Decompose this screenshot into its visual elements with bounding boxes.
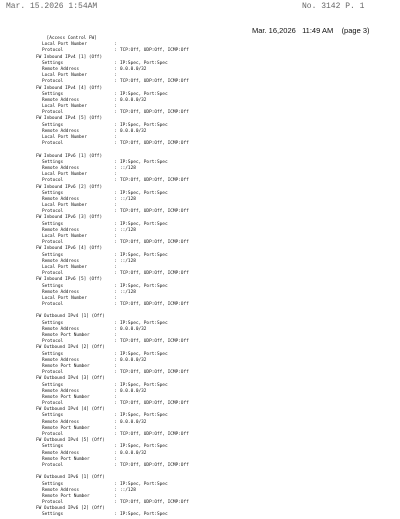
setting-label: Remote Address (42, 326, 80, 332)
setting-colon: : (114, 487, 117, 493)
setting-colon: : (114, 91, 117, 97)
rule-group-title-text: FW Inbound IPv6 [5] (Off) (36, 277, 103, 283)
setting-label: Protocol (42, 141, 64, 147)
setting-colon: : (114, 110, 117, 116)
setting-label: Local Port Number (42, 264, 87, 270)
setting-colon: : (114, 60, 117, 66)
setting-value: TCP:Off, UDP:Off, ICMP:Off (120, 141, 189, 147)
setting-label: Remote Address (42, 165, 80, 171)
setting-colon: : (114, 104, 117, 110)
setting-colon: : (114, 512, 117, 518)
setting-label: Remote Address (42, 258, 80, 264)
setting-colon: : (114, 382, 117, 388)
setting-value: ::/128 (120, 258, 136, 264)
setting-label: Settings (42, 481, 64, 487)
setting-colon: : (114, 432, 117, 437)
setting-label: Remote Port Number (42, 425, 90, 431)
rule-group-title-text: FW Outbound IPv6 [2] (Off) (36, 506, 105, 512)
section-title-text: [Access Control FW] (46, 36, 97, 41)
setting-value: 0.0.0.0/32 (120, 66, 147, 72)
setting-value: IP:Spec, Port:Spec (120, 122, 168, 128)
setting-colon: : (114, 413, 117, 419)
setting-label: Remote Port Number (42, 493, 90, 499)
setting-label: Remote Address (42, 196, 80, 202)
setting-label: Protocol (42, 401, 64, 407)
setting-colon: : (114, 283, 117, 289)
setting-value: 0.0.0.0/32 (120, 128, 147, 134)
setting-label: Protocol (42, 240, 64, 246)
setting-label: Protocol (42, 302, 64, 308)
setting-colon: : (114, 209, 117, 215)
setting-label: Settings (42, 60, 64, 66)
setting-label: Settings (42, 382, 64, 388)
setting-label: Local Port Number (42, 73, 87, 79)
setting-colon: : (114, 48, 117, 54)
setting-colon: : (114, 227, 117, 233)
setting-value: 0.0.0.0/32 (120, 357, 147, 363)
setting-colon: : (114, 419, 117, 425)
setting-label: Protocol (42, 178, 64, 184)
setting-label: Protocol (42, 209, 64, 215)
setting-value: ::/128 (120, 227, 136, 233)
setting-label: Protocol (42, 462, 64, 468)
setting-value: TCP:Off, UDP:Off, ICMP:Off (120, 401, 189, 407)
setting-row (36, 141, 376, 147)
setting-colon: : (114, 370, 117, 376)
setting-label: Local Port Number (42, 234, 87, 239)
rule-group-title-text: FW Outbound IPv4 [1] (Off) (36, 314, 105, 320)
setting-colon: : (114, 295, 117, 301)
setting-value: ::/128 (120, 289, 136, 295)
setting-value: TCP:Off, UDP:Off, ICMP:Off (120, 339, 189, 345)
setting-value: TCP:Off, UDP:Off, ICMP:Off (120, 271, 189, 277)
setting-label: Protocol (42, 79, 64, 85)
setting-label: Settings (42, 159, 64, 165)
setting-value: TCP:Off, UDP:Off, ICMP:Off (120, 48, 189, 54)
setting-colon: : (114, 271, 117, 277)
setting-label: Remote Address (42, 66, 80, 72)
setting-label: Settings (42, 91, 64, 97)
rule-group-title-text: FW Outbound IPv4 [4] (Off) (36, 407, 105, 413)
setting-colon: : (114, 97, 117, 103)
setting-colon: : (114, 401, 117, 407)
setting-colon: : (114, 444, 117, 450)
setting-colon: : (114, 172, 117, 178)
setting-value: TCP:Off, UDP:Off, ICMP:Off (120, 370, 189, 376)
setting-value: ::/128 (120, 196, 136, 202)
setting-colon: : (114, 326, 117, 332)
setting-label: Settings (42, 512, 64, 518)
setting-colon: : (114, 42, 117, 48)
setting-colon: : (114, 357, 117, 363)
setting-value: IP:Spec, Port:Spec (120, 60, 168, 66)
setting-colon: : (114, 363, 117, 369)
setting-value: 0.0.0.0/32 (120, 388, 147, 394)
setting-colon: : (114, 481, 117, 487)
setting-label: Protocol (42, 370, 64, 376)
setting-value: IP:Spec, Port:Spec (120, 190, 168, 196)
setting-value: TCP:Off, UDP:Off, ICMP:Off (120, 500, 189, 506)
setting-value: IP:Spec, Port:Spec (120, 320, 168, 326)
setting-colon: : (114, 66, 117, 72)
setting-value: 0.0.0.0/32 (120, 97, 147, 103)
setting-colon: : (114, 178, 117, 184)
fax-header (6, 2, 394, 14)
setting-label: Settings (42, 252, 64, 258)
setting-colon: : (114, 456, 117, 462)
setting-label: Protocol (42, 339, 64, 345)
setting-label: Remote Port Number (42, 456, 90, 462)
setting-label: Local Port Number (42, 42, 87, 48)
rule-group-title-text: FW Inbound IPv4 [1] (Off) (36, 54, 103, 60)
setting-row (36, 463, 376, 469)
setting-colon: : (114, 425, 117, 431)
setting-label: Remote Address (42, 289, 80, 295)
setting-colon: : (114, 462, 117, 468)
rule-group-title-text: FW Inbound IPv6 [1] (Off) (36, 153, 103, 159)
setting-value: IP:Spec, Port:Spec (120, 252, 168, 258)
setting-colon: : (114, 159, 117, 165)
setting-label: Protocol (42, 500, 64, 506)
rule-group-title-text: FW Outbound IPv6 [1] (Off) (36, 475, 105, 481)
page-stamp-page: (page 3) (341, 26, 370, 35)
setting-colon: : (114, 79, 117, 85)
setting-label: Remote Address (42, 97, 80, 103)
setting-value: 0.0.0.0/32 (120, 419, 147, 425)
setting-label: Remote Address (42, 419, 80, 425)
settings-report (36, 36, 376, 519)
setting-colon: : (114, 264, 117, 270)
setting-colon: : (114, 252, 117, 258)
setting-value: TCP:Off, UDP:Off, ICMP:Off (120, 209, 189, 215)
setting-value: IP:Spec, Port:Spec (120, 351, 168, 357)
fax-header-time: Mar. 15.2026 1:54AM (6, 2, 98, 11)
rule-group-title-text: FW Inbound IPv4 [4] (Off) (36, 85, 103, 91)
rule-group-title-text: FW Inbound IPv6 [4] (Off) (36, 246, 103, 252)
setting-colon: : (114, 450, 117, 456)
setting-label: Settings (42, 122, 64, 128)
setting-value: IP:Spec, Port:Spec (120, 91, 168, 97)
setting-label: Local Port Number (42, 104, 87, 110)
setting-label: Protocol (42, 432, 64, 437)
setting-value: TCP:Off, UDP:Off, ICMP:Off (120, 79, 189, 85)
setting-label: Protocol (42, 110, 64, 116)
setting-colon: : (114, 500, 117, 506)
setting-colon: : (114, 141, 117, 147)
setting-value: IP:Spec, Port:Spec (120, 481, 168, 487)
setting-value: IP:Spec, Port:Spec (120, 444, 168, 450)
setting-label: Remote Address (42, 357, 80, 363)
page-stamp-date: Mar. 16,2026 (252, 26, 296, 35)
setting-colon: : (114, 302, 117, 308)
setting-label: Remote Address (42, 388, 80, 394)
setting-value: IP:Spec, Port:Spec (120, 221, 168, 227)
rule-group-title-text: FW Inbound IPv6 [2] (Off) (36, 184, 103, 190)
setting-value: IP:Spec, Port:Spec (120, 382, 168, 388)
setting-colon: : (114, 203, 117, 209)
setting-label: Local Port Number (42, 295, 87, 301)
setting-value: TCP:Off, UDP:Off, ICMP:Off (120, 302, 189, 308)
setting-colon: : (114, 196, 117, 202)
setting-label: Remote Port Number (42, 363, 90, 369)
setting-colon: : (114, 333, 117, 338)
setting-label: Local Port Number (42, 203, 87, 209)
setting-colon: : (114, 73, 117, 79)
setting-value: ::/128 (120, 165, 136, 171)
setting-colon: : (114, 128, 117, 134)
setting-colon: : (114, 240, 117, 246)
setting-colon: : (114, 165, 117, 171)
setting-value: IP:Spec, Port:Spec (120, 283, 168, 289)
setting-label: Remote Port Number (42, 394, 90, 400)
rule-group-title-text: FW Outbound IPv4 [5] (Off) (36, 438, 105, 444)
setting-label: Remote Address (42, 487, 80, 493)
setting-colon: : (114, 339, 117, 345)
setting-value: TCP:Off, UDP:Off, ICMP:Off (120, 178, 189, 184)
rule-group-title-text: FW Outbound IPv4 [2] (Off) (36, 345, 105, 351)
setting-colon: : (114, 351, 117, 357)
setting-value: 0.0.0.0/32 (120, 450, 147, 456)
setting-colon: : (114, 493, 117, 499)
setting-value: 0.0.0.0/32 (120, 326, 147, 332)
setting-value: ::/128 (120, 487, 136, 493)
rule-group-title-text: FW Outbound IPv4 [3] (Off) (36, 376, 105, 382)
setting-colon: : (114, 388, 117, 394)
rule-group-title-text: FW Inbound IPv6 [3] (Off) (36, 215, 103, 221)
setting-colon: : (114, 234, 117, 239)
setting-label: Settings (42, 351, 64, 357)
setting-colon: : (114, 135, 117, 140)
setting-value: IP:Spec, Port:Spec (120, 512, 168, 518)
setting-colon: : (114, 122, 117, 128)
setting-label: Remote Address (42, 450, 80, 456)
setting-colon: : (114, 221, 117, 227)
setting-colon: : (114, 190, 117, 196)
setting-value: TCP:Off, UDP:Off, ICMP:Off (120, 462, 189, 468)
setting-value: TCP:Off, UDP:Off, ICMP:Off (120, 110, 189, 116)
setting-label: Settings (42, 320, 64, 326)
setting-label: Protocol (42, 271, 64, 277)
setting-value: IP:Spec, Port:Spec (120, 159, 168, 165)
setting-label: Remote Address (42, 227, 80, 233)
setting-label: Settings (42, 221, 64, 227)
page-stamp (252, 26, 370, 35)
setting-label: Local Port Number (42, 135, 87, 140)
setting-label: Local Port Number (42, 172, 87, 178)
setting-label: Settings (42, 444, 64, 450)
setting-value: TCP:Off, UDP:Off, ICMP:Off (120, 432, 189, 437)
setting-colon: : (114, 258, 117, 264)
setting-colon: : (114, 320, 117, 326)
setting-label: Settings (42, 283, 64, 289)
setting-colon: : (114, 394, 117, 400)
setting-value: TCP:Off, UDP:Off, ICMP:Off (120, 240, 189, 246)
setting-label: Settings (42, 413, 64, 419)
setting-label: Protocol (42, 48, 64, 54)
setting-label: Remote Port Number (42, 333, 90, 338)
setting-label: Settings (42, 190, 64, 196)
setting-row (36, 302, 376, 308)
setting-colon: : (114, 289, 117, 295)
fax-header-number: No. 3142 P. 1 (302, 2, 365, 11)
setting-value: IP:Spec, Port:Spec (120, 413, 168, 419)
page-stamp-time: 11:49 AM (302, 26, 334, 35)
rule-group-title-text: FW Inbound IPv4 [5] (Off) (36, 116, 103, 122)
setting-label: Remote Address (42, 128, 80, 134)
